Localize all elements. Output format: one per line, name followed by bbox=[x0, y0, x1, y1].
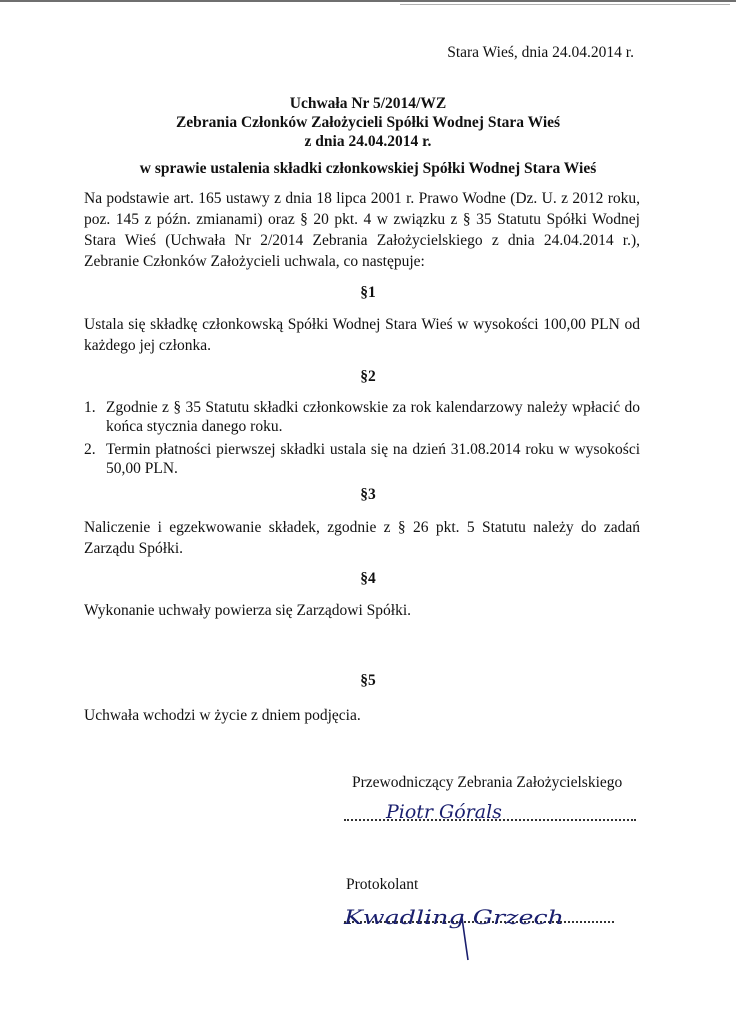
secretary-label: Protokolant bbox=[346, 876, 419, 893]
section-1-heading: §1 bbox=[360, 284, 376, 301]
scan-edge bbox=[0, 0, 736, 2]
section-1-text: Ustala się składkę członkowską Spółki Wodnej Stara Wieś w wysokości 100,00 PLN od każdego jej członka. bbox=[84, 316, 640, 354]
scan-line bbox=[400, 4, 730, 5]
list-item-text: Termin płatności pierwszej składki ustala się na dzień 31.08.2014 roku w wysokości 50,00 PLN. bbox=[106, 441, 640, 477]
section-2-list bbox=[84, 398, 640, 482]
title-line-3: z dnia 24.04.2014 r. bbox=[304, 133, 432, 150]
chairman-label: Przewodniczący Zebrania Założycielskiego bbox=[352, 774, 623, 791]
title-line-1: Uchwała Nr 5/2014/WZ bbox=[289, 95, 447, 112]
resolution-title bbox=[0, 94, 736, 151]
chairman-signature bbox=[380, 796, 570, 828]
preamble: Na podstawie art. 165 ustawy z dnia 18 lipca 2001 r. Prawo Wodne (Dz. U. z 2012 roku, poz. 145 z późn. zmianami) oraz § 20 pkt. 4 w związku z § 35 Statutu Spółki Wodnej Stara Wieś (Uchwała Nr 2/2014 Zebrania Założycielskiego z dnia 24.04.2014 r.), Zebranie Członków Założycieli uchwala, co następuje: bbox=[84, 190, 640, 270]
section-4-text: Wykonanie uchwały powierza się Zarządowi Spółki. bbox=[84, 602, 412, 619]
list-item bbox=[84, 440, 640, 478]
section-4-heading: §4 bbox=[360, 570, 376, 587]
section-2-heading: §2 bbox=[360, 368, 376, 385]
section-3-text: Naliczenie i egzekwowanie składek, zgodnie z § 26 pkt. 5 Statutu należy do zadań Zarządu Spółki. bbox=[84, 519, 640, 557]
chairman-signature-text: Piotr Górals bbox=[386, 801, 502, 823]
place-date: Stara Wieś, dnia 24.04.2014 r. bbox=[447, 44, 634, 61]
list-item-number: 2. bbox=[84, 441, 96, 458]
section-3-heading: §3 bbox=[360, 486, 376, 503]
section-5-heading: §5 bbox=[360, 672, 376, 689]
list-item bbox=[84, 398, 640, 436]
secretary-signature bbox=[340, 888, 580, 964]
section-5-text: Uchwała wchodzi w życie z dniem podjęcia. bbox=[84, 707, 361, 724]
title-line-2: Zebrania Członków Założycieli Spółki Wodnej Stara Wieś bbox=[175, 114, 561, 131]
secretary-signature-text: Kwadling Grzech bbox=[342, 905, 564, 929]
list-item-text: Zgodnie z § 35 Statutu składki członkowskie za rok kalendarzowy należy wpłacić do końca stycznia danego roku. bbox=[106, 399, 640, 435]
resolution-subject: w sprawie ustalenia składki członkowskiej Spółki Wodnej Stara Wieś bbox=[139, 160, 597, 177]
list-item-number: 1. bbox=[84, 399, 96, 416]
